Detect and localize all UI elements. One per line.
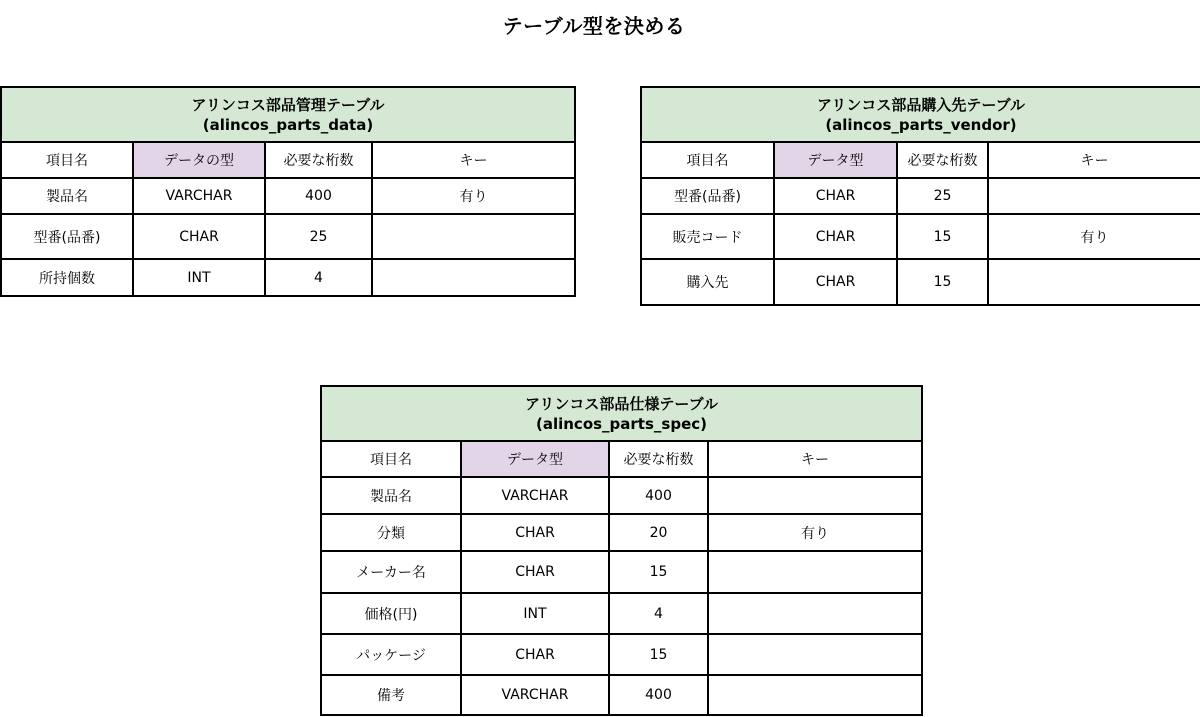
table-title: アリンコス部品購入先テーブル	[816, 95, 1026, 114]
cell-key	[708, 551, 922, 593]
cell-key: 有り	[988, 214, 1200, 259]
table-row	[641, 214, 1200, 259]
header-row	[321, 441, 922, 477]
header-digits: 必要な桁数	[265, 142, 372, 178]
cell-data-type: CHAR	[461, 551, 609, 593]
cell-item-name: 備考	[321, 675, 461, 715]
cell-key: 有り	[372, 178, 575, 214]
cell-digits: 20	[609, 514, 708, 551]
header-key: キー	[372, 142, 575, 178]
page-title: テーブル型を決める	[502, 14, 686, 38]
cell-key	[708, 593, 922, 634]
header-key: キー	[708, 441, 922, 477]
table-row	[1, 178, 575, 214]
cell-item-name: 購入先	[641, 259, 774, 305]
cell-data-type: INT	[133, 259, 265, 296]
table-title: アリンコス部品管理テーブル	[191, 95, 385, 114]
cell-key	[988, 259, 1200, 305]
cell-data-type: VARCHAR	[461, 675, 609, 715]
table-row	[321, 634, 922, 675]
cell-key	[372, 214, 575, 259]
cell-item-name: 型番(品番)	[1, 214, 133, 259]
table-row	[321, 514, 922, 551]
cell-data-type: CHAR	[774, 259, 897, 305]
cell-item-name: 分類	[321, 514, 461, 551]
cell-digits: 4	[265, 259, 372, 296]
cell-digits: 15	[897, 214, 988, 259]
table-row	[1, 259, 575, 296]
header-data-type: データの型	[133, 142, 265, 178]
cell-item-name: 所持個数	[1, 259, 133, 296]
table-title-cell	[641, 87, 1200, 142]
cell-key	[372, 259, 575, 296]
header-data-type: データ型	[774, 142, 897, 178]
table-row	[641, 259, 1200, 305]
cell-data-type: CHAR	[774, 178, 897, 214]
table-row	[321, 551, 922, 593]
table-row	[321, 593, 922, 634]
table-parts-data	[0, 86, 576, 297]
cell-item-name: 製品名	[321, 477, 461, 514]
table-title: アリンコス部品仕様テーブル	[524, 394, 719, 413]
cell-key	[708, 675, 922, 715]
header-digits: 必要な桁数	[897, 142, 988, 178]
cell-key	[708, 634, 922, 675]
header-key: キー	[988, 142, 1200, 178]
cell-digits: 400	[609, 675, 708, 715]
header-item-name: 項目名	[1, 142, 133, 178]
cell-item-name: 型番(品番)	[641, 178, 774, 214]
cell-digits: 400	[265, 178, 372, 214]
cell-digits: 15	[609, 634, 708, 675]
table-parts-vendor	[640, 86, 1200, 306]
header-row	[1, 142, 575, 178]
cell-item-name: 製品名	[1, 178, 133, 214]
cell-item-name: パッケージ	[321, 634, 461, 675]
table-row	[321, 477, 922, 514]
cell-data-type: VARCHAR	[461, 477, 609, 514]
header-digits: 必要な桁数	[609, 441, 708, 477]
cell-digits: 15	[609, 551, 708, 593]
table-title-cell	[1, 87, 575, 142]
cell-data-type: INT	[461, 593, 609, 634]
cell-key	[708, 477, 922, 514]
cell-digits: 4	[609, 593, 708, 634]
cell-data-type: CHAR	[133, 214, 265, 259]
table-row	[641, 178, 1200, 214]
cell-data-type: CHAR	[461, 634, 609, 675]
table-subtitle: (alincos_parts_data)	[202, 115, 374, 134]
table-row	[321, 675, 922, 715]
cell-key	[988, 178, 1200, 214]
cell-item-name: 価格(円)	[321, 593, 461, 634]
cell-data-type: CHAR	[774, 214, 897, 259]
cell-data-type: CHAR	[461, 514, 609, 551]
cell-item-name: 販売コード	[641, 214, 774, 259]
table-row	[1, 214, 575, 259]
cell-digits: 25	[265, 214, 372, 259]
table-parts-spec	[320, 385, 923, 716]
table-title-cell	[321, 386, 922, 441]
header-data-type: データ型	[461, 441, 609, 477]
table-subtitle: (alincos_parts_spec)	[535, 414, 707, 433]
table-subtitle: (alincos_parts_vendor)	[825, 115, 1017, 134]
header-item-name: 項目名	[641, 142, 774, 178]
cell-digits: 400	[609, 477, 708, 514]
header-row	[641, 142, 1200, 178]
cell-data-type: VARCHAR	[133, 178, 265, 214]
cell-item-name: メーカー名	[321, 551, 461, 593]
cell-digits: 15	[897, 259, 988, 305]
cell-digits: 25	[897, 178, 988, 214]
cell-key: 有り	[708, 514, 922, 551]
header-item-name: 項目名	[321, 441, 461, 477]
